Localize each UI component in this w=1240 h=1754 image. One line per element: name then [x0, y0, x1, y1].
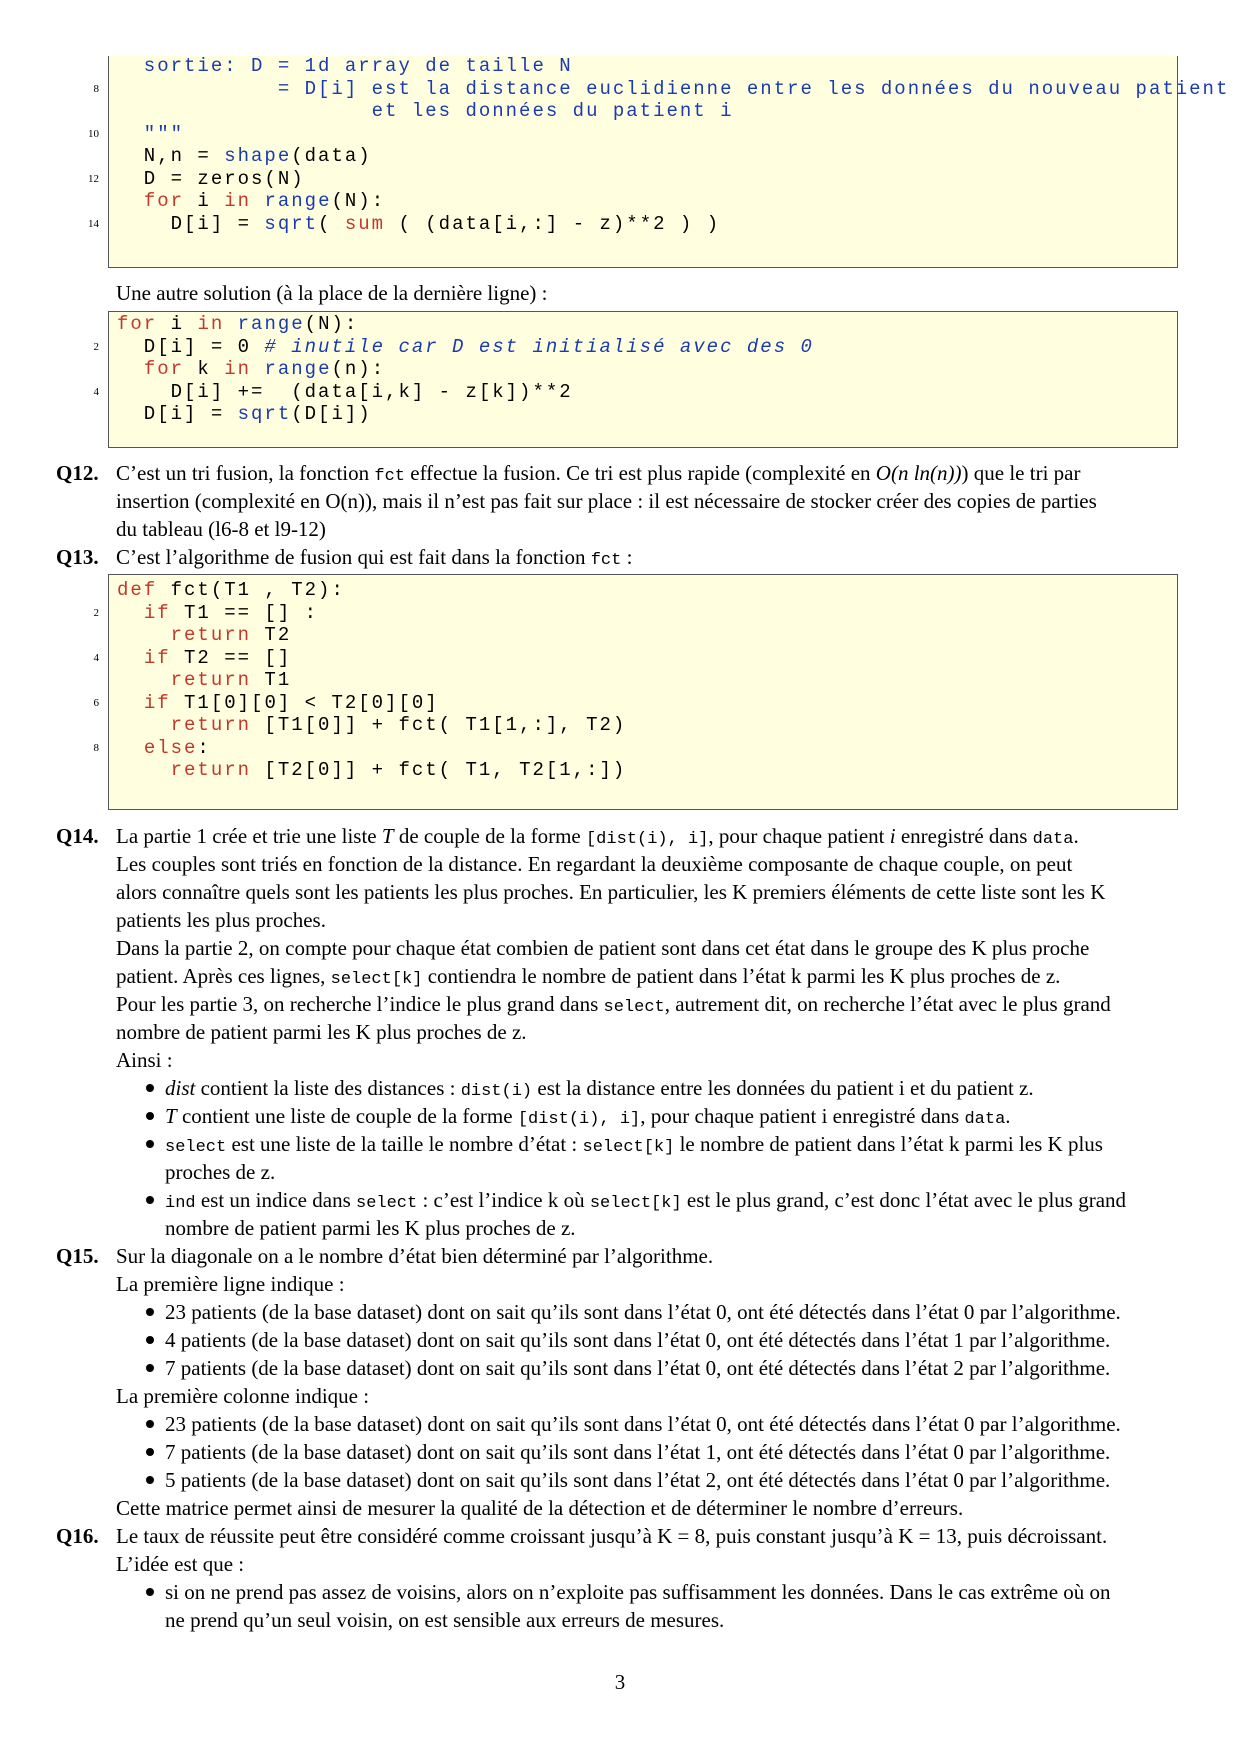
- q12-label: Q12.: [56, 461, 99, 485]
- line-number: [77, 144, 99, 169]
- q16-line2: L’idée est que :: [116, 1552, 245, 1576]
- bullet-icon: [146, 1354, 158, 1382]
- line-number: 14: [88, 217, 99, 230]
- line-number: 12: [88, 172, 99, 185]
- q12-line1: C’est un tri fusion, la fonction fct effectue la fusion. Ce tri est plus rapide (complexité en O(n ln(n))) que le tri par: [116, 461, 1081, 486]
- line-number: [77, 54, 99, 79]
- q15-label: Q15.: [56, 1244, 99, 1268]
- code-line: for i in range(N):: [117, 313, 359, 335]
- q14-bullet-T: T contient une liste de couple de la forme [dist(i), i], pour chaque patient i enregistré dans data.: [165, 1104, 1011, 1129]
- q14-ainsi: Ainsi :: [116, 1048, 173, 1072]
- bullet-icon: [146, 1074, 158, 1102]
- code-line: D[i] += (data[i,k] - z[k])**2: [117, 380, 573, 403]
- bullet-icon: [146, 1298, 158, 1326]
- line-number: [77, 578, 99, 603]
- q14-p1-line4: patients les plus proches.: [116, 908, 326, 932]
- line-number: 8: [93, 82, 99, 95]
- q14-p2-line1: Dans la partie 2, on compte pour chaque état combien de patient sont dans cet état dans le groupe des K plus proche: [116, 936, 1090, 960]
- q15-line1: Sur la diagonale on a le nombre d’état bien déterminé par l’algorithme.: [116, 1244, 714, 1268]
- q14-p1-line1: La partie 1 crée et trie une liste T de couple de la forme [dist(i), i], pour chaque patient i enregistré dans data.: [116, 824, 1079, 849]
- line-number: [77, 99, 99, 124]
- code-line: sortie: D = 1d array de taille N: [117, 55, 573, 77]
- code-line: N,n = shape(data): [117, 145, 372, 167]
- line-number: [77, 758, 99, 783]
- code-line: return T2: [170, 624, 292, 646]
- code-line: if T1 == [] :: [143, 601, 319, 624]
- bullet-icon: [146, 1438, 158, 1466]
- code-line: return [T1[0]] + fct( T1[1,:], T2): [170, 714, 627, 736]
- q14-bullet-select-line2: proches de z.: [165, 1160, 276, 1184]
- q15-col-item: 7 patients (de la base dataset) dont on sait qu’ils sont dans l’état 1, ont été détectés dans l’état 0 par l’algorithme.: [165, 1440, 1111, 1464]
- q13-label: Q13.: [56, 545, 99, 569]
- q14-label: Q14.: [56, 824, 99, 848]
- line-number: 8: [93, 741, 99, 754]
- q14-p3-line2: nombre de patient parmi les K plus proches de z.: [116, 1020, 527, 1044]
- q15-row-item: 4 patients (de la base dataset) dont on sait qu’ils sont dans l’état 0, ont été détectés dans l’état 1 par l’algorithme.: [165, 1328, 1111, 1352]
- line-number: [77, 312, 99, 337]
- q14-bullet-select: select est une liste de la taille le nombre d’état : select[k] le nombre de patient dans l’état k parmi les K plus: [165, 1132, 1103, 1157]
- code-block-1: [88, 55, 1230, 268]
- bullet-icon: [146, 1410, 158, 1438]
- line-number: 2: [93, 340, 99, 353]
- q12-line2: insertion (complexité en O(n)), mais il n’est pas fait sur place : il est nécessaire de stocker créer des copies de parties: [116, 489, 1097, 513]
- bullet-icon: [146, 1186, 158, 1214]
- q14-p1-line2: Les couples sont triés en fonction de la distance. En regardant la deuxième composante de chaque couple, on peut: [116, 852, 1073, 876]
- line-number: 6: [93, 696, 99, 709]
- q14-p3-line1: Pour les partie 3, on recherche l’indice le plus grand dans select, autrement dit, on recherche l’état avec le plus grand: [116, 992, 1111, 1017]
- line-number: 4: [93, 651, 99, 664]
- line-number: [77, 713, 99, 738]
- code-line: else:: [143, 736, 211, 759]
- q14-bullet-dist: dist contient la liste des distances : dist(i) est la distance entre les données du patient i et du patient z.: [165, 1076, 1034, 1101]
- q15-row-item: 23 patients (de la base dataset) dont on sait qu’ils sont dans l’état 0, ont été détectés dans l’état 0 par l’algorithme.: [165, 1300, 1121, 1324]
- code-line: for i in range(N):: [143, 190, 386, 212]
- q16-bullet-line2: ne prend qu’un seul voisin, on est sensible aux erreurs de mesures.: [165, 1608, 725, 1632]
- line-number: 4: [93, 385, 99, 398]
- code-block-3: [93, 574, 1178, 810]
- q14-p2-line2: patient. Après ces lignes, select[k] contiendra le nombre de patient dans l’état k parmi les K plus proches de z.: [116, 964, 1061, 989]
- q14-bullet-ind-line2: nombre de patient parmi les K plus proches de z.: [165, 1216, 576, 1240]
- q15-col-item: 23 patients (de la base dataset) dont on sait qu’ils sont dans l’état 0, ont été détectés dans l’état 0 par l’algorithme.: [165, 1412, 1121, 1436]
- q15-col-item: 5 patients (de la base dataset) dont on sait qu’ils sont dans l’état 2, ont été détectés dans l’état 0 par l’algorithme.: [165, 1468, 1111, 1492]
- code-line: D = zeros(N): [117, 167, 305, 190]
- alt-solution-intro: Une autre solution (à la place de la dernière ligne) :: [116, 281, 548, 305]
- line-number: 2: [93, 606, 99, 619]
- code-line: et les données du patient i: [117, 100, 734, 122]
- code-line: return T1: [170, 669, 292, 691]
- bullet-icon: [146, 1102, 158, 1130]
- page-number: 3: [614, 1670, 626, 1694]
- code-block-2: [93, 311, 1178, 448]
- q15-col-intro: La première colonne indique :: [116, 1384, 370, 1408]
- line-number: [77, 623, 99, 648]
- q12-line3: du tableau (l6-8 et l9-12): [116, 517, 326, 541]
- code-line: return [T2[0]] + fct( T1, T2[1,:]): [170, 759, 627, 781]
- code-line: D[i] = sqrt(D[i]): [117, 403, 372, 425]
- q16-bullet-line1: si on ne prend pas assez de voisins, alors on n’exploite pas suffisamment les données. Dans le cas extrême où on: [165, 1580, 1111, 1604]
- code-line: if T2 == []: [143, 646, 292, 669]
- line-number: [77, 668, 99, 693]
- code-line: def fct(T1 , T2):: [117, 579, 345, 601]
- q13-text: C’est l’algorithme de fusion qui est fait dans la fonction fct :: [116, 545, 633, 570]
- q14-bullet-ind: ind est un indice dans select : c’est l’indice k où select[k] est le plus grand, c’est donc l’état avec le plus grand: [165, 1188, 1127, 1213]
- q16-label: Q16.: [56, 1524, 99, 1548]
- code-line: D[i] = 0 # inutile car D est initialisé avec des 0: [117, 335, 814, 358]
- line-number: [77, 189, 99, 214]
- code-line: """: [117, 122, 185, 145]
- line-number: [77, 357, 99, 382]
- code-line: D[i] = sqrt( sum ( (data[i,:] - z)**2 ) ): [117, 212, 721, 235]
- q16-line1: Le taux de réussite peut être considéré comme croissant jusqu’à K = 8, puis constant jusqu’à K = 13, puis décroissant.: [116, 1524, 1108, 1548]
- bullet-icon: [146, 1578, 158, 1606]
- q15-conclusion: Cette matrice permet ainsi de mesurer la qualité de la détection et de déterminer le nombre d’erreurs.: [116, 1496, 964, 1520]
- line-number: 10: [88, 127, 99, 140]
- code-line: for k in range(n):: [143, 358, 386, 380]
- bullet-icon: [146, 1466, 158, 1494]
- code-line: = D[i] est la distance euclidienne entre les données du nouveau patient: [117, 77, 1230, 100]
- line-number: [77, 402, 99, 427]
- q14-p1-line3: alors connaître quels sont les patients les plus proches. En particulier, les K premiers éléments de cette liste sont les K: [116, 880, 1106, 904]
- bullet-icon: [146, 1326, 158, 1354]
- q15-row-intro: La première ligne indique :: [116, 1272, 345, 1296]
- bullet-icon: [146, 1130, 158, 1158]
- q15-row-item: 7 patients (de la base dataset) dont on sait qu’ils sont dans l’état 0, ont été détectés dans l’état 2 par l’algorithme.: [165, 1356, 1111, 1380]
- code-line: if T1[0][0] < T2[0][0]: [143, 691, 439, 714]
